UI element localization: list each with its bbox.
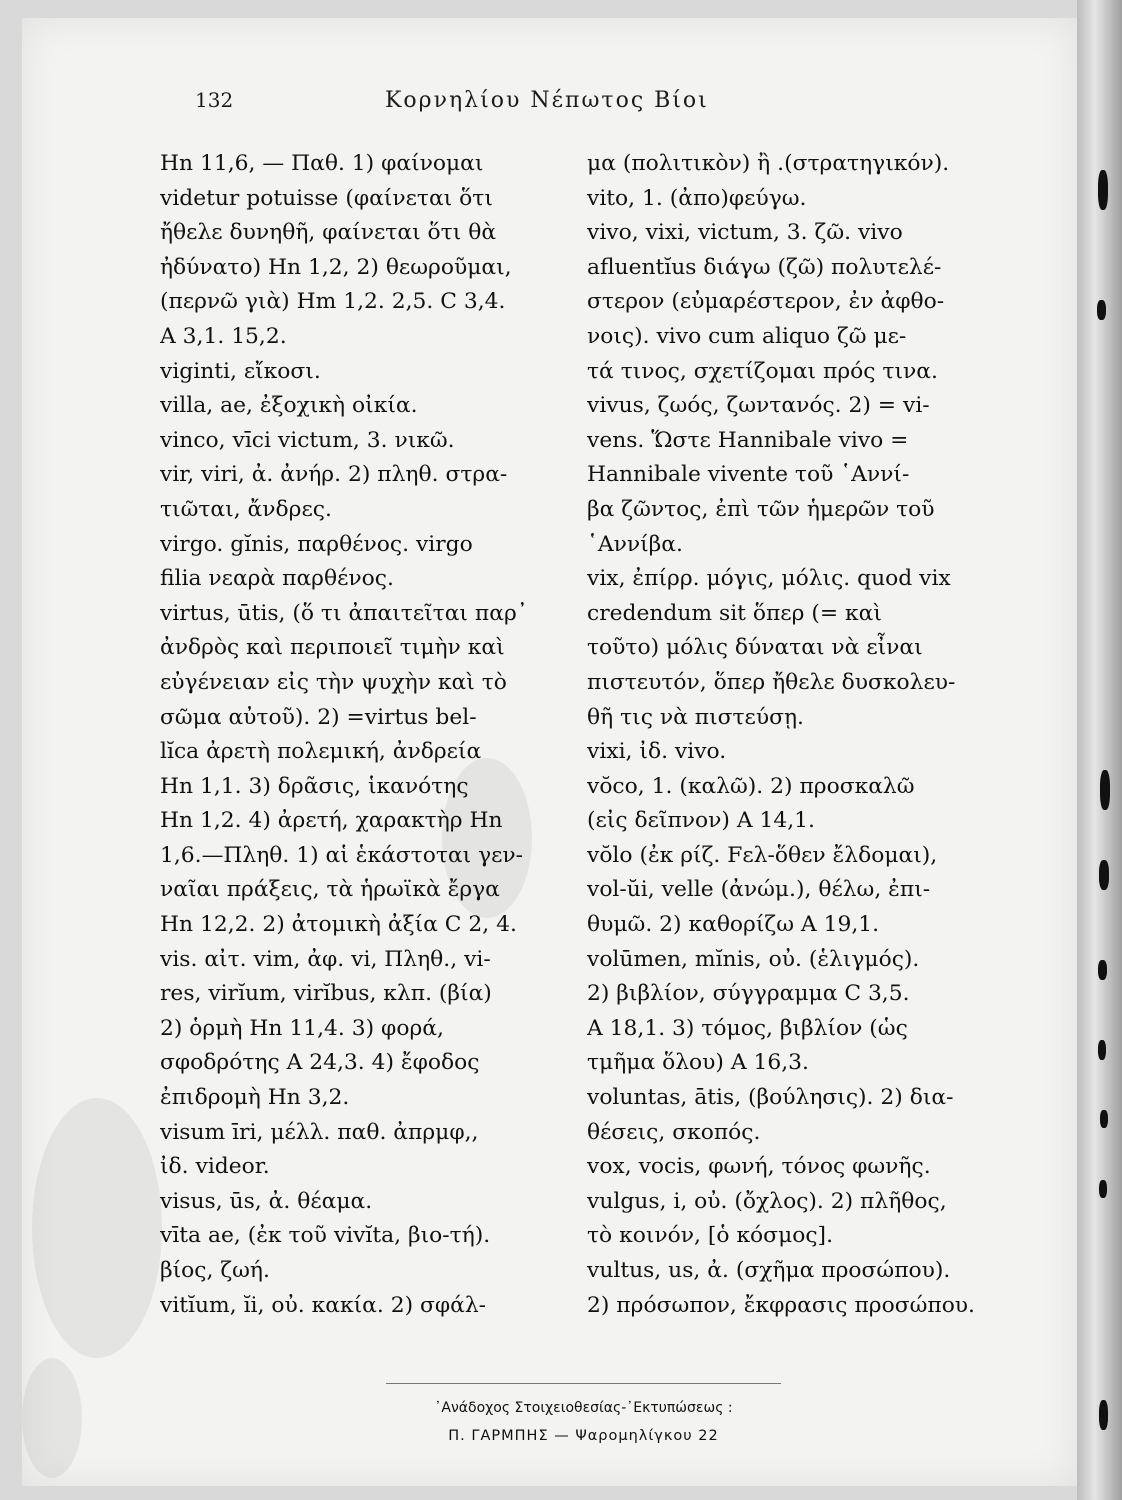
text-line: vir, viri, ἀ. ἀνήρ. 2) πληθ. στρα- [160, 462, 508, 488]
binding-mark [1100, 1110, 1108, 1128]
text-line: τμῆμα ὅλου) A 16,3. [587, 1050, 809, 1076]
text-line: voluntas, ātis, (βούλησις). 2) δια- [587, 1085, 954, 1111]
text-line: res, virĭum, virĭbus, κλπ. (βία) [160, 981, 492, 1007]
text-line: εὐγένειαν εἰς τὴν ψυχὴν καὶ τὸ [160, 669, 507, 695]
text-line: volūmen, mĭnis, οὐ. (ἑλιγμός). [587, 946, 920, 972]
text-line: βίος, ζωή. [160, 1258, 270, 1283]
text-line: τιῶται, ἄνδρες. [160, 496, 332, 522]
page-number: 132 [195, 88, 234, 112]
text-line: (εἰς δεῖπνον) A 14,1. [587, 808, 815, 834]
text-line: vis. αἰτ. vim, ἀφ. vi, Πληθ., vi- [160, 946, 491, 972]
binding-mark [1099, 860, 1109, 890]
binding-mark [1100, 770, 1110, 810]
left-column [160, 147, 568, 1323]
text-line: ἀνδρὸς καὶ περιποιεῖ τιμὴν καὶ [160, 635, 505, 661]
text-line: vito, 1. (ἀπο)φεύγω. [587, 185, 807, 211]
text-line: Hn 1,2. 4) ἀρετή, χαρακτὴρ Hn [160, 808, 503, 834]
text-line: A 3,1. 15,2. [160, 323, 287, 349]
text-line: σῶμα αὐτοῦ). 2) =virtus bel- [160, 704, 477, 730]
text-line: ναῖαι πράξεις, τὰ ἡρωϊκὰ ἔργα [160, 877, 500, 903]
binding-mark [1098, 170, 1108, 210]
binding-mark [1098, 960, 1107, 980]
text-line: vens. Ὥστε Hannibale vivo = [587, 427, 909, 453]
text-line: visus, ūs, ἀ. θέαμα. [160, 1188, 373, 1214]
text-line: videtur potuisse (φαίνεται ὅτι [160, 185, 493, 211]
text-line: τά τινος, σχετίζομαι πρός τινα. [587, 358, 938, 384]
text-line: vox, vocis, φωνή, τόνος φωνῆς. [587, 1154, 931, 1180]
text-line: vitĭum, ĭi, οὐ. κακία. 2) σφάλ- [160, 1292, 487, 1318]
right-column [587, 147, 1019, 1323]
running-title: Κορνηλίου Νέπωτος Βίοι [385, 88, 709, 113]
text-line: Hn 12,2. 2) ἀτομικὴ ἀξία C 2, 4. [160, 912, 517, 938]
text-line: Hn 1,1. 3) δρᾶσις, ἱκανότης [160, 773, 469, 799]
text-line: Hannibale vivente τοῦ ῾Αννί- [587, 462, 910, 488]
text-line: vŏco, 1. (καλῶ). 2) προσκαλῶ [587, 773, 915, 799]
text-line: θῆ τις νὰ πιστεύσῃ. [587, 704, 804, 730]
text-line: ἐπιδρομὴ Hn 3,2. [160, 1085, 350, 1111]
text-line: vivo, vixi, victum, 3. ζῶ. vivo [587, 220, 903, 246]
imprint-line: ᾿Ανάδοχος Στοιχειοθεσίας-᾿Εκτυπώσεως : [434, 1400, 733, 1416]
text-line: τοῦτο) μόλις δύναται νὰ εἶναι [587, 635, 923, 661]
text-line: afluentĭus διάγω (ζῶ) πολυτελέ- [587, 254, 942, 280]
text-line: σφοδρότης A 24,3. 4) ἔφοδος [160, 1050, 480, 1076]
text-line: vixi, ἰδ. vivo. [587, 739, 727, 765]
text-line: vivus, ζωός, ζωντανός. 2) = vi- [587, 393, 930, 419]
text-line: 2) βιβλίον, σύγγραμμα C 3,5. [587, 981, 910, 1007]
text-line: θέσεις, σκοπός. [587, 1119, 761, 1145]
text-line: virtus, ūtis, (ὅ τι ἀπαιτεῖται παρ᾿ [160, 600, 528, 626]
text-line: μα (πολιτικὸν) ἢ .(στρατηγικόν). [587, 151, 950, 176]
page-stain [32, 1098, 162, 1358]
text-line: 2) ὁρμὴ Hn 11,4. 3) φορά, [160, 1015, 444, 1041]
binding-mark [1099, 1180, 1107, 1198]
binding-mark [1099, 1400, 1108, 1430]
text-line: ἰδ. videor. [160, 1154, 270, 1180]
text-line: virgo. gĭnis, παρθένος. virgo [160, 531, 473, 557]
text-line: ἤθελε δυνηθῆ, φαίνεται ὅτι θὰ [160, 220, 497, 246]
text-line: visum īri, μέλλ. παθ. ἀπρμφ,, [160, 1119, 479, 1145]
text-line: 2) πρόσωπον, ἔκφρασις προσώπου. [587, 1292, 975, 1318]
text-line: θυμῶ. 2) καθορίζω A 19,1. [587, 912, 880, 938]
text-line: villa, ae, ἐξοχικὴ οἰκία. [160, 393, 418, 419]
text-line: Hn 11,6, — Παθ. 1) φαίνομαι [160, 151, 484, 176]
text-line: A 18,1. 3) τόμος, βιβλίον (ὡς [587, 1015, 908, 1041]
binding-mark [1097, 300, 1106, 320]
binding-mark [1098, 1040, 1106, 1060]
text-line: vŏlo (ἐκ ρίζ. Fελ-ὅθεν ἔλδομαι), [587, 842, 938, 868]
text-line: vultus, us, ἀ. (σχῆμα προσώπου). [587, 1258, 951, 1283]
text-line: στερον (εὐμαρέστερον, ἐν ἀφθο- [587, 289, 945, 315]
page-header [195, 88, 775, 118]
text-line: vulgus, i, οὐ. (ὄχλος). 2) πλῆθος, [587, 1188, 947, 1214]
text-line: 1,6.—Πληθ. 1) αἱ ἑκάστοται γεν- [160, 842, 524, 868]
text-line: viginti, εἴκοσι. [160, 358, 321, 384]
page-edge [1077, 0, 1122, 1500]
printer-imprint [386, 1383, 781, 1450]
text-line: νοις). vivo cum aliquo ζῶ με- [587, 323, 907, 349]
text-line: vinco, vīci victum, 3. νικῶ. [160, 427, 455, 453]
text-line: (περνῶ γιὰ) Hm 1,2. 2,5. C 3,4. [160, 289, 506, 315]
text-line: lĭca ἀρετὴ πολεμική, ἀνδρεία [160, 739, 482, 765]
text-line: ῾Αννίβα. [587, 531, 683, 557]
page-stain [22, 1358, 82, 1478]
text-line: vīta ae, (ἐκ τοῦ vivĭta, βιο-τή). [160, 1223, 491, 1249]
text-line: τὸ κοινόν, [ὁ κόσμος]. [587, 1223, 833, 1249]
text-line: βα ζῶντος, ἐπὶ τῶν ἡμερῶν τοῦ [587, 496, 935, 522]
text-line: filia νεαρὰ παρθένος. [160, 566, 394, 592]
text-line: vix, ἐπίρρ. μόγις, μόλις. quod vix [587, 566, 951, 592]
text-line: credendum sit ὅπερ (= καὶ [587, 600, 882, 626]
text-line: πιστευτόν, ὅπερ ἤθελε δυσκολευ- [587, 669, 956, 695]
text-line: ἠδύνατο) Hn 1,2, 2) θεωροῦμαι, [160, 254, 512, 280]
imprint-line: Π. ΓΑΡΜΠΗΣ — Ψαρομηλίγκου 22 [448, 1428, 719, 1444]
text-line: vol-ŭi, velle (ἀνώμ.), θέλω, ἐπι- [587, 877, 931, 903]
